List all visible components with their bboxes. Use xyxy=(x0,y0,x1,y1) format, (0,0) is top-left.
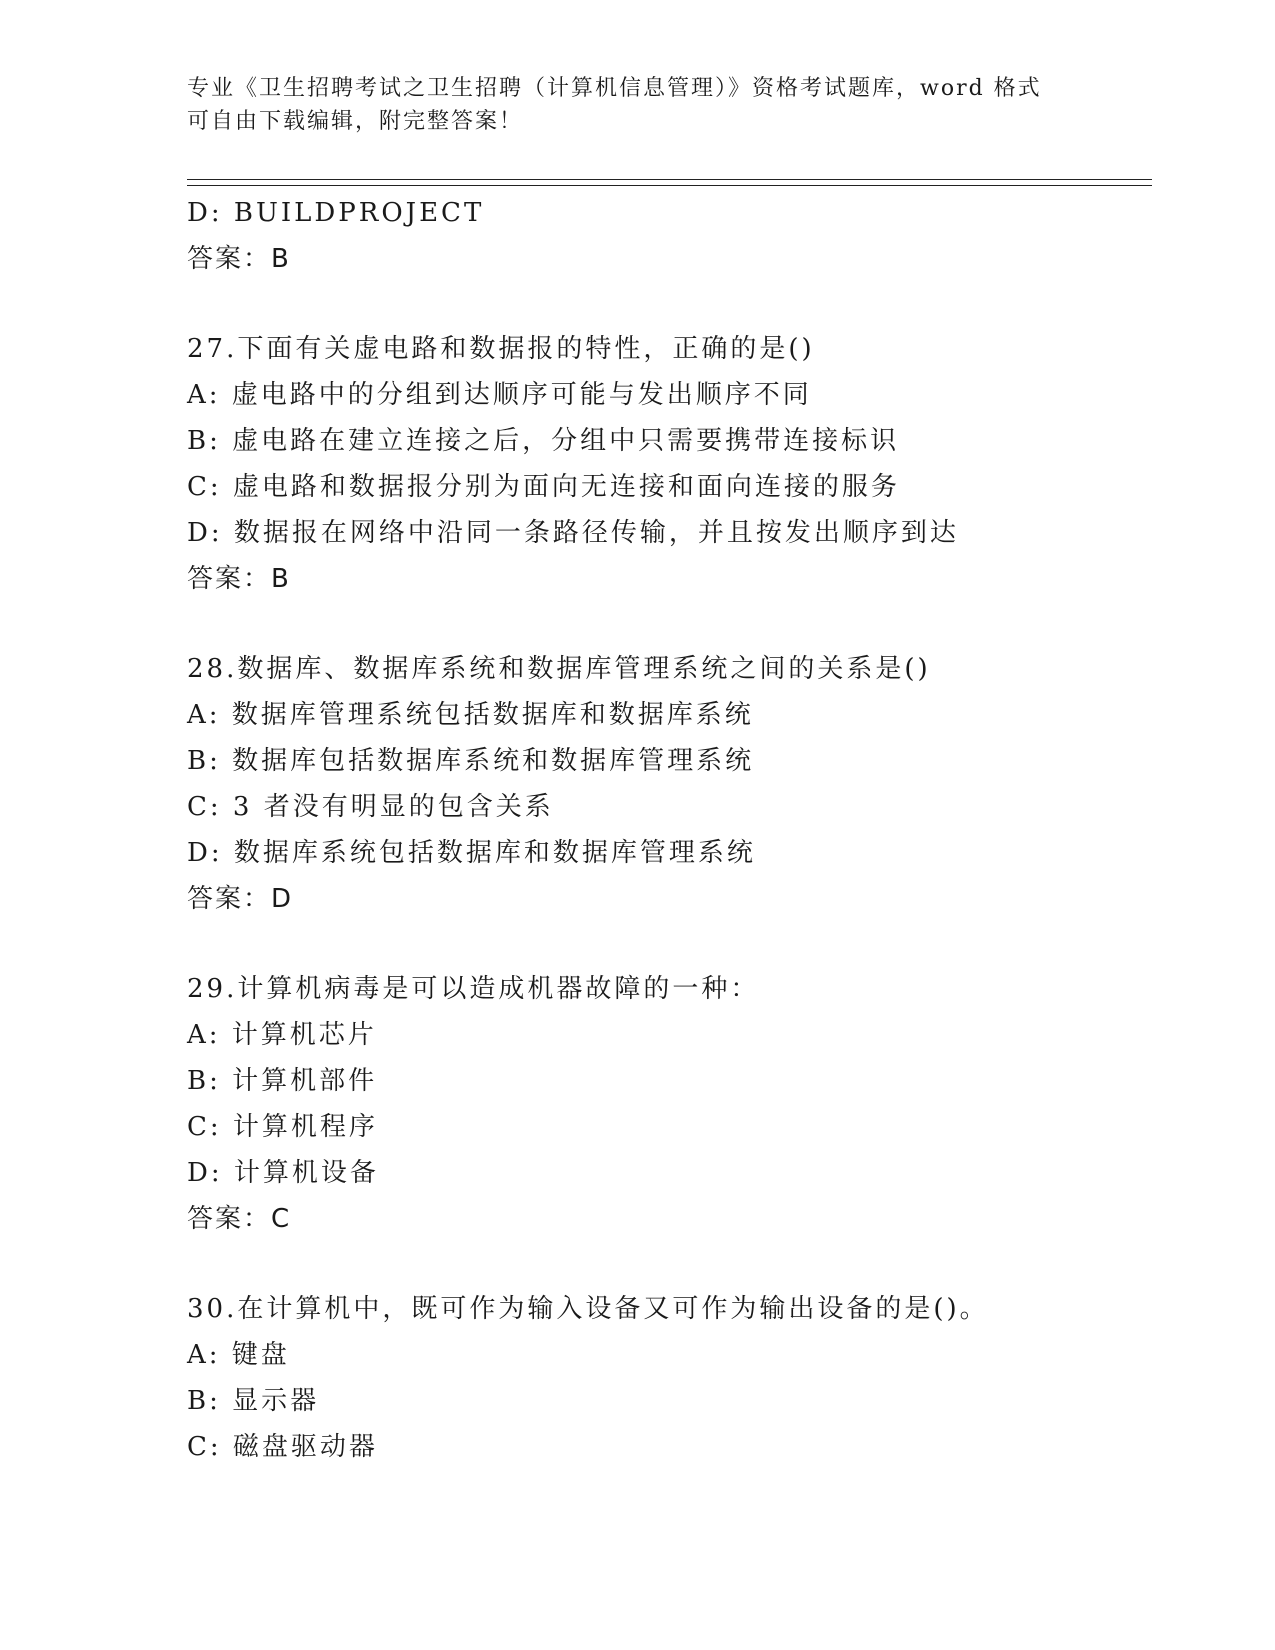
spacer xyxy=(187,602,1147,646)
header-divider-top xyxy=(187,179,1152,180)
question-title: 27.下面有关虚电路和数据报的特性，正确的是() xyxy=(187,334,815,364)
question-title: 30.在计算机中，既可作为输入设备又可作为输出设备的是()。 xyxy=(187,1294,989,1324)
document-header xyxy=(187,72,1087,138)
question-title: 28.数据库、数据库系统和数据库管理系统之间的关系是() xyxy=(187,654,931,684)
spacer xyxy=(187,922,1147,966)
question-29 xyxy=(187,966,1147,1242)
option-b: B: 数据库包括数据库系统和数据库管理系统 xyxy=(187,746,755,776)
question-title: 29.计算机病毒是可以造成机器故障的一种： xyxy=(187,974,760,1004)
question-27 xyxy=(187,326,1147,602)
option-a: A: 数据库管理系统包括数据库和数据库系统 xyxy=(187,700,754,730)
header-line-2: 可自由下载编辑，附完整答案！ xyxy=(187,109,524,134)
option-b: B: 虚电路在建立连接之后，分组中只需要携带连接标识 xyxy=(187,426,900,456)
question-30 xyxy=(187,1286,1147,1470)
option-d: D: 计算机设备 xyxy=(187,1158,379,1188)
option-c: C: 虚电路和数据报分别为面向无连接和面向连接的服务 xyxy=(187,472,900,502)
answer-text: 答案：D xyxy=(187,884,294,914)
option-d: D: 数据库系统包括数据库和数据库管理系统 xyxy=(187,838,756,868)
option-d: D: BUILDPROJECT xyxy=(187,198,485,228)
answer-text: 答案：B xyxy=(187,244,291,274)
option-a: A: 计算机芯片 xyxy=(187,1020,377,1050)
header-line-1: 专业《卫生招聘考试之卫生招聘（计算机信息管理）》资格考试题库，word 格式 xyxy=(187,76,1042,101)
option-c: C: 磁盘驱动器 xyxy=(187,1432,378,1462)
spacer xyxy=(187,1242,1147,1286)
option-c: C: 3 者没有明显的包含关系 xyxy=(187,792,554,822)
spacer xyxy=(187,282,1147,326)
option-b: B: 显示器 xyxy=(187,1386,320,1416)
question-content xyxy=(187,190,1147,1470)
question-28 xyxy=(187,646,1147,922)
answer-text: 答案：C xyxy=(187,1204,292,1234)
option-c: C: 计算机程序 xyxy=(187,1112,378,1142)
answer-text: 答案：B xyxy=(187,564,291,594)
option-b: B: 计算机部件 xyxy=(187,1066,378,1096)
question-26-tail xyxy=(187,190,1147,282)
header-divider-bottom xyxy=(187,185,1152,186)
option-a: A: 键盘 xyxy=(187,1340,290,1370)
option-a: A: 虚电路中的分组到达顺序可能与发出顺序不同 xyxy=(187,380,812,410)
option-d: D: 数据报在网络中沿同一条路径传输，并且按发出顺序到达 xyxy=(187,518,959,548)
